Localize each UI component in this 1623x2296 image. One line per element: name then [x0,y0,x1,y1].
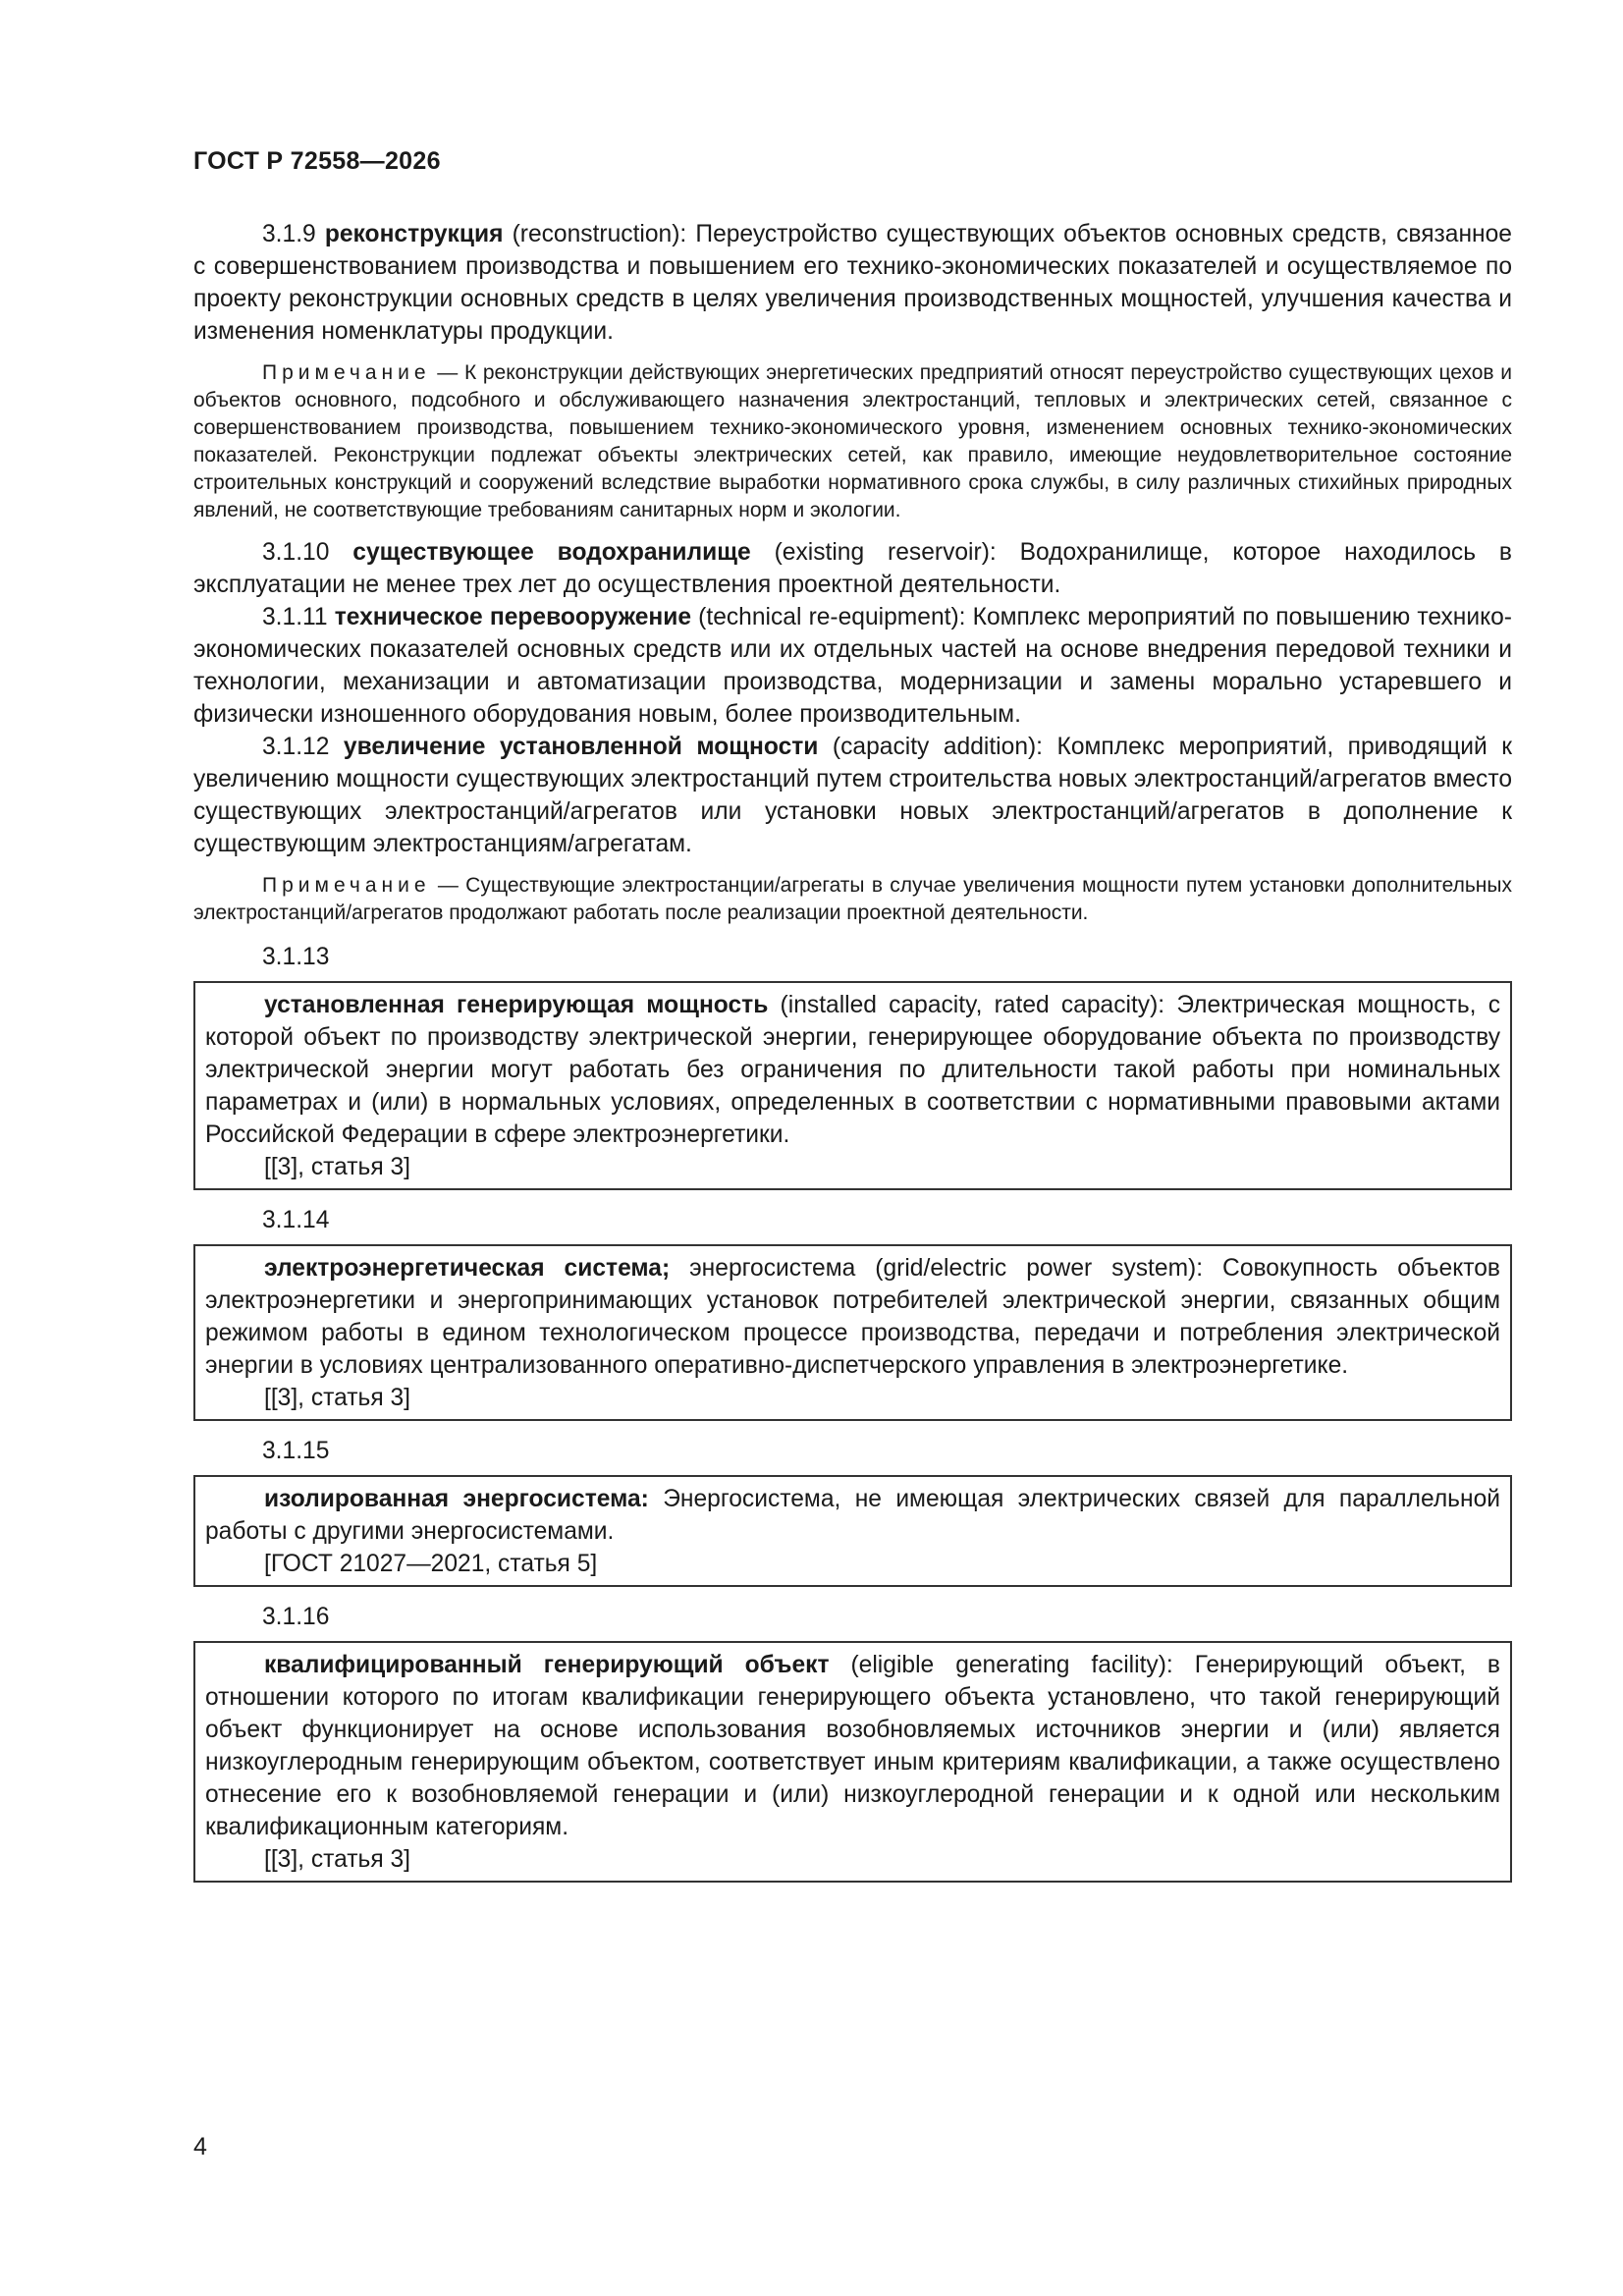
clause-number-3-1-15: 3.1.15 [262,1438,330,1464]
note-reconstruction [193,359,1512,524]
definition-paragraph [205,989,1500,1151]
document-header: ГОСТ Р 72558—2026 [193,147,441,175]
source-reference: [[3], статья 3] [264,1846,411,1873]
note-label: Примечание [262,361,431,384]
clause-number: 3.1.11 [262,604,328,630]
definition: (technical re-equipment): Комплекс мероприятий по повышению технико-экономических показателей основных средств или их отдельных частей на основе внедрения передовой техники и технологии, механизации и автоматизации производства, модернизации и замены морально устаревшего и физически изношенного оборудования новым, более производительным. [193,604,1512,728]
definition: (installed capacity, rated capacity): Электрическая мощность, с которой объект по производству электрической энергии, генерирующее оборудование объекта по производству электрической энергии могут работать без ограничения по длительности такой работы при номинальных параметрах и (или) в нормальных условиях, определенных в соответствии с нормативными правовыми актами Российской Федерации в сфере электроэнергетики. [205,992,1500,1148]
clause-3-1-10 [193,536,1512,601]
clause-number-3-1-14: 3.1.14 [262,1207,330,1233]
definition: (existing reservoir): Водохранилище, которое находилось в эксплуатации не менее трех лет до осуществления проектной деятельности. [193,539,1512,598]
term-box-3-1-13 [193,981,1512,1190]
source-reference: [ГОСТ 21027—2021, статья 5] [264,1551,598,1577]
term: реконструкция [324,221,504,247]
term: существующее водохранилище [352,539,751,566]
page-number: 4 [193,2133,207,2160]
definition: (capacity addition): Комплекс мероприятий, приводящий к увеличению мощности существующих электростанций путем строительства новых электростанций/агрегатов вместо существующих электростанций/агрегатов или установки новых электростанций/агрегатов в дополнение к существующим электростанциям/агрегатам. [193,734,1512,857]
clause-number-3-1-16: 3.1.16 [262,1604,330,1630]
clause-number: 3.1.12 [262,734,330,760]
term-box-3-1-15 [193,1475,1512,1587]
clause-number: 3.1.9 [262,221,316,247]
term: увеличение установленной мощности [343,734,819,760]
term: установленная генерирующая мощность [264,992,769,1018]
definition: Энергосистема, не имеющая электрических связей для параллельной работы с другими энергосистемами. [205,1486,1500,1545]
note-capacity-addition [193,872,1512,927]
clause-number-3-1-13: 3.1.13 [262,944,330,970]
note-label: Примечание [262,874,431,897]
definition-paragraph [205,1252,1500,1382]
term: квалифицированный генерирующий объект [264,1652,830,1678]
definition: энергосистема (grid/electric power system): Совокупность объектов электроэнергетики и энергопринимающих установок потребителей электрической энергии, связанных общим режимом работы в едином технологическом процессе производства, передачи и потребления электрической энергии в условиях централизованного оперативно-диспетчерского управления в электроэнергетике. [205,1255,1500,1379]
clause-3-1-9 [193,218,1512,348]
term: электроэнергетическая система; [264,1255,671,1282]
clause-3-1-12 [193,731,1512,860]
source-reference: [[3], статья 3] [264,1154,411,1180]
definition-paragraph [205,1483,1500,1548]
definition: (reconstruction): Переустройство существующих объектов основных средств, связанное с совершенствованием производства и повышением его технико-экономических показателей и осуществляемое по проекту реконструкции основных средств в целях увеличения производственных мощностей, улучшения качества и изменения номенклатуры продукции. [193,221,1512,345]
term: техническое перевооружение [334,604,692,630]
document-body [193,218,1512,1883]
term: изолированная энергосистема: [264,1486,649,1512]
clause-3-1-11 [193,601,1512,731]
source-reference: [[3], статья 3] [264,1385,411,1411]
term-box-3-1-14 [193,1244,1512,1421]
clause-number: 3.1.10 [262,539,330,566]
definition-paragraph [205,1649,1500,1843]
note-text: — Существующие электростанции/агрегаты в случае увеличения мощности путем установки дополнительных электростанций/агрегатов продолжают работать после реализации проектной деятельности. [193,874,1512,924]
note-text: — К реконструкции действующих энергетических предприятий относят переустройство существующих цехов и объектов основного, подсобного и обслуживающего назначения электростанций, тепловых и электрических сетей, связанное с совершенствованием производства, повышением технико-экономического уровня, изменением основных технико-экономических показателей. Реконструкции подлежат объекты электрических сетей, как правило, имеющие неудовлетворительное состояние строительных конструкций и сооружений вследствие выработки нормативного срока службы, в силу различных стихийных природных явлений, не соответствующие требованиям санитарных норм и экологии. [193,361,1512,521]
term-box-3-1-16 [193,1641,1512,1883]
definition: (eligible generating facility): Генерирующий объект, в отношении которого по итогам квалификации генерирующего объекта установлено, что такой генерирующий объект функционирует на основе использования возобновляемых источников энергии и (или) является низкоуглеродным генерирующим объектом, соответствует иным критериям квалификации, а также осуществлено отнесение его к возобновляемой генерации и (или) низкоуглеродной генерации и к одной или нескольким квалификационным категориям. [205,1652,1500,1840]
